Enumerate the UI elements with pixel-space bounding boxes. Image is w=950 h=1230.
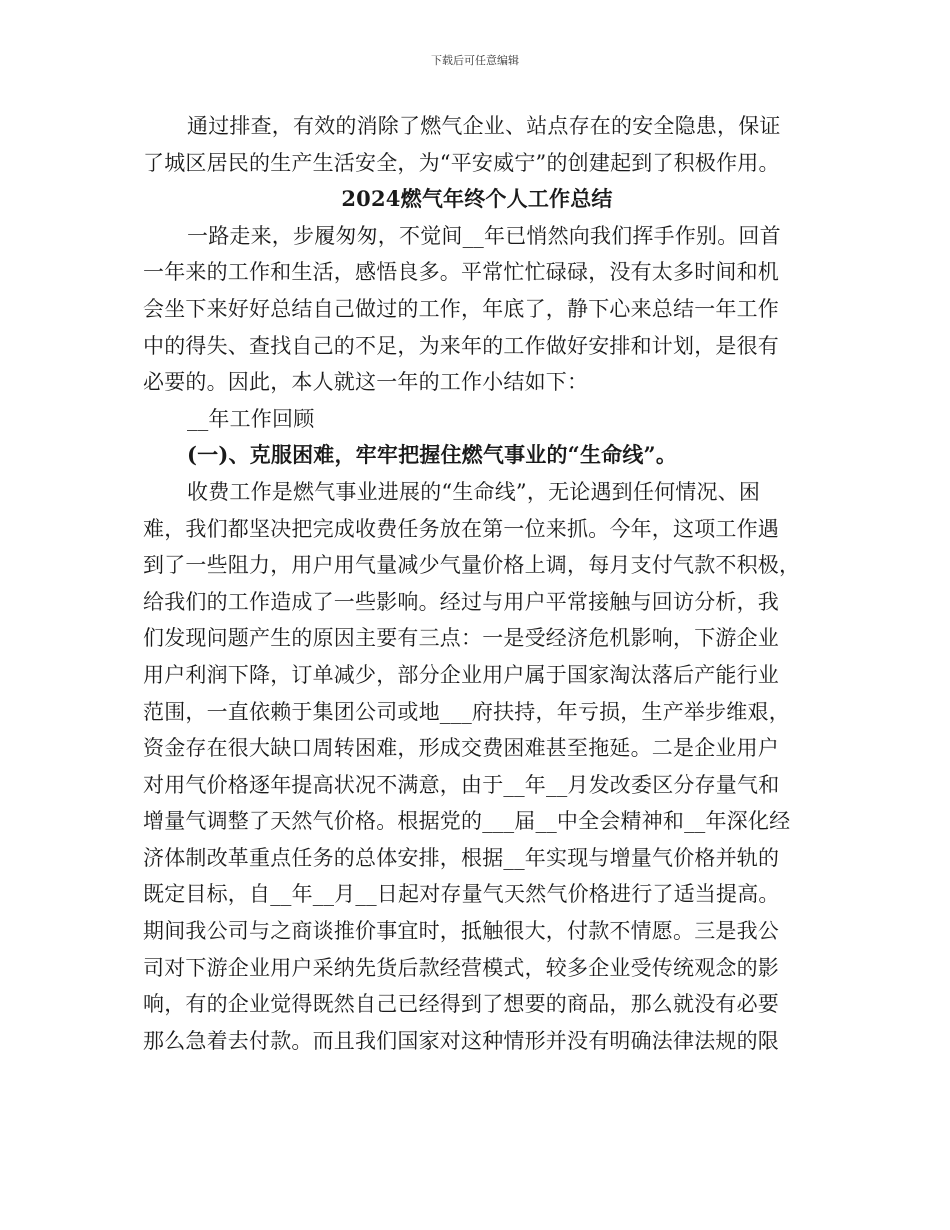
paragraph-line: 响，有的企业觉得既然自己已经得到了想要的商品，那么就没有必要 [143,992,779,1017]
paragraph-line: 期间我公司与之商谈推价事宜时，抵触很大，付款不情愿。三是我公 [143,919,779,944]
paragraph-line: 了城区居民的生产生活安全，为“平安威宁”的创建起到了积极作用。 [143,150,780,175]
paragraph-line: 增量气调整了天然气价格。根据党的___届__中全会精神和__年深化经 [143,809,791,834]
section-label: __年工作回顾 [187,406,315,431]
section-heading: (一)、克服困难，牢牢把握住燃气事业的“生命线”。 [187,442,678,468]
paragraph-line: 们发现问题产生的原因主要有三点：一是受经济危机影响，下游企业 [143,626,779,651]
paragraph-line: 既定目标，自__年__月__日起对存量气天然气价格进行了适当提高。 [143,882,780,907]
paragraph-line: 必要的。因此，本人就这一年的工作小结如下： [143,370,589,395]
paragraph-line: 对用气价格逐年提高状况不满意，由于__年__月发改委区分存量气和 [143,772,780,797]
paragraph-line: 会坐下来好好总结自己做过的工作，年底了，静下心来总结一年工作 [143,296,779,321]
paragraph-line: 资金存在很大缺口周转困难，形成交费困难甚至拖延。二是企业用户 [143,736,779,761]
paragraph-line: 一路走来，步履匆匆，不觉间__年已悄然向我们挥手作别。回首 [187,223,781,248]
page-header: 下载后可任意编辑 [431,54,519,67]
document-title: 2024燃气年终个人工作总结 [341,186,613,212]
paragraph-line: 范围，一直依赖于集团公司或地___府扶持，年亏损，生产举步维艰， [143,699,790,724]
document-body [143,108,811,1059]
paragraph-line: 中的得失、查找自己的不足，为来年的工作做好安排和计划，是很有 [143,333,779,358]
paragraph-line: 给我们的工作造成了一些影响。经过与用户平常接触与回访分析，我 [143,589,779,614]
paragraph-line: 那么急着去付款。而且我们国家对这种情形并没有明确法律法规的限 [143,1028,779,1053]
paragraph-line: 济体制改革重点任务的总体安排，根据__年实现与增量气价格并轨的 [143,845,780,870]
paragraph-line: 通过排查，有效的消除了燃气企业、站点存在的安全隐患，保证 [187,114,781,138]
paragraph-line: 收费工作是燃气事业进展的“生命线”，无论遇到任何情况、困 [187,479,761,504]
paragraph-line: 一年来的工作和生活，感悟良多。平常忙忙碌碌，没有太多时间和机 [143,260,779,285]
paragraph-line: 难，我们都坚决把完成收费任务放在第一位来抓。今年，这项工作遇 [143,516,779,541]
paragraph-line: 用户利润下降，订单减少，部分企业用户属于国家淘汰落后产能行业 [143,662,779,687]
paragraph-line: 司对下游企业用户采纳先货后款经营模式，较多企业受传统观念的影 [143,955,779,980]
paragraph-line: 到了一些阻力，用户用气量减少气量价格上调，每月支付气款不积极， [143,553,801,578]
